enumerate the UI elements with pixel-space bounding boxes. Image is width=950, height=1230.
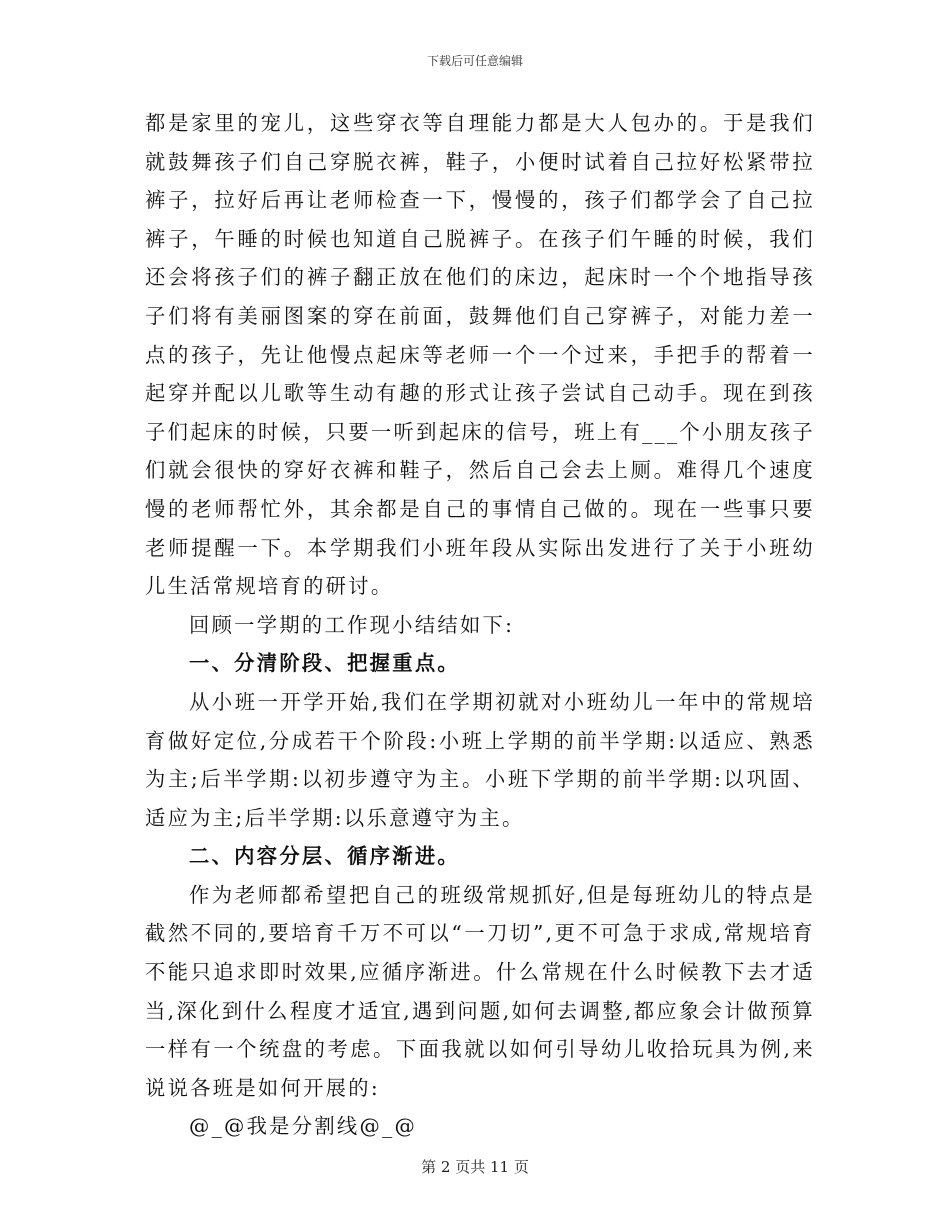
page-number: 第 2 页共 11 页 xyxy=(421,1158,529,1176)
section-heading-2: 二、内容分层、循序渐进。 xyxy=(189,844,460,869)
page-header-note: 下载后可任意编辑 xyxy=(426,54,523,68)
paragraph-section-1: 从小班一开学开始,我们在学期初就对小班幼儿一年中的常规培育做好定位,分成若干个阶段:小班上学期的前半学期:以适应、熟悉为主;后半学期:以初步遵守为主。小班下学期的前半学期:以巩固、适应为主;后半学期:以乐意遵守为主。 xyxy=(145,689,815,830)
section-heading-1: 一、分清阶段、把握重点。 xyxy=(189,651,460,676)
divider-text: @_@我是分割线@_@ xyxy=(189,1114,418,1139)
document-body xyxy=(145,104,815,1146)
paragraph-summary-intro: 回顾一学期的工作现小结结如下: xyxy=(189,612,515,637)
paragraph-section-2: 作为老师都希望把自己的班级常规抓好,但是每班幼儿的特点是截然不同的,要培育千万不可以“一刀切”,更不可急于求成,常规培育不能只追求即时效果,应循序渐进。什么常规在什么时候教下去才适当,深化到什么程度才适宜,遇到问题,如何去调整,都应象会计做预算一样有一个统盘的考虑。下面我就以如何引导幼儿收拾玩具为例,来说说各班是如何开展的: xyxy=(145,882,815,1100)
paragraph-continued: 都是家里的宠儿，这些穿衣等自理能力都是大人包办的。于是我们就鼓舞孩子们自己穿脱衣裤，鞋子，小便时试着自己拉好松紧带拉裤子，拉好后再让老师检查一下，慢慢的，孩子们都学会了自己拉裤子，午睡的时候也知道自己脱裤子。在孩子们午睡的时候，我们还会将孩子们的裤子翻正放在他们的床边，起床时一个个地指导孩子们将有美丽图案的穿在前面，鼓舞他们自己穿裤子，对能力差一点的孩子，先让他慢点起床等老师一个一个过来，手把手的帮着一起穿并配以儿歌等生动有趣的形式让孩子尝试自己动手。现在到孩子们起床的时候，只要一听到起床的信号，班上有___个小朋友孩子们就会很快的穿好衣裤和鞋子，然后自己会去上厕。难得几个速度慢的老师帮忙外，其余都是自己的事情自己做的。现在一些事只要老师提醒一下。本学期我们小班年段从实际出发进行了关于小班幼儿生活常规培育的研讨。 xyxy=(145,111,815,599)
